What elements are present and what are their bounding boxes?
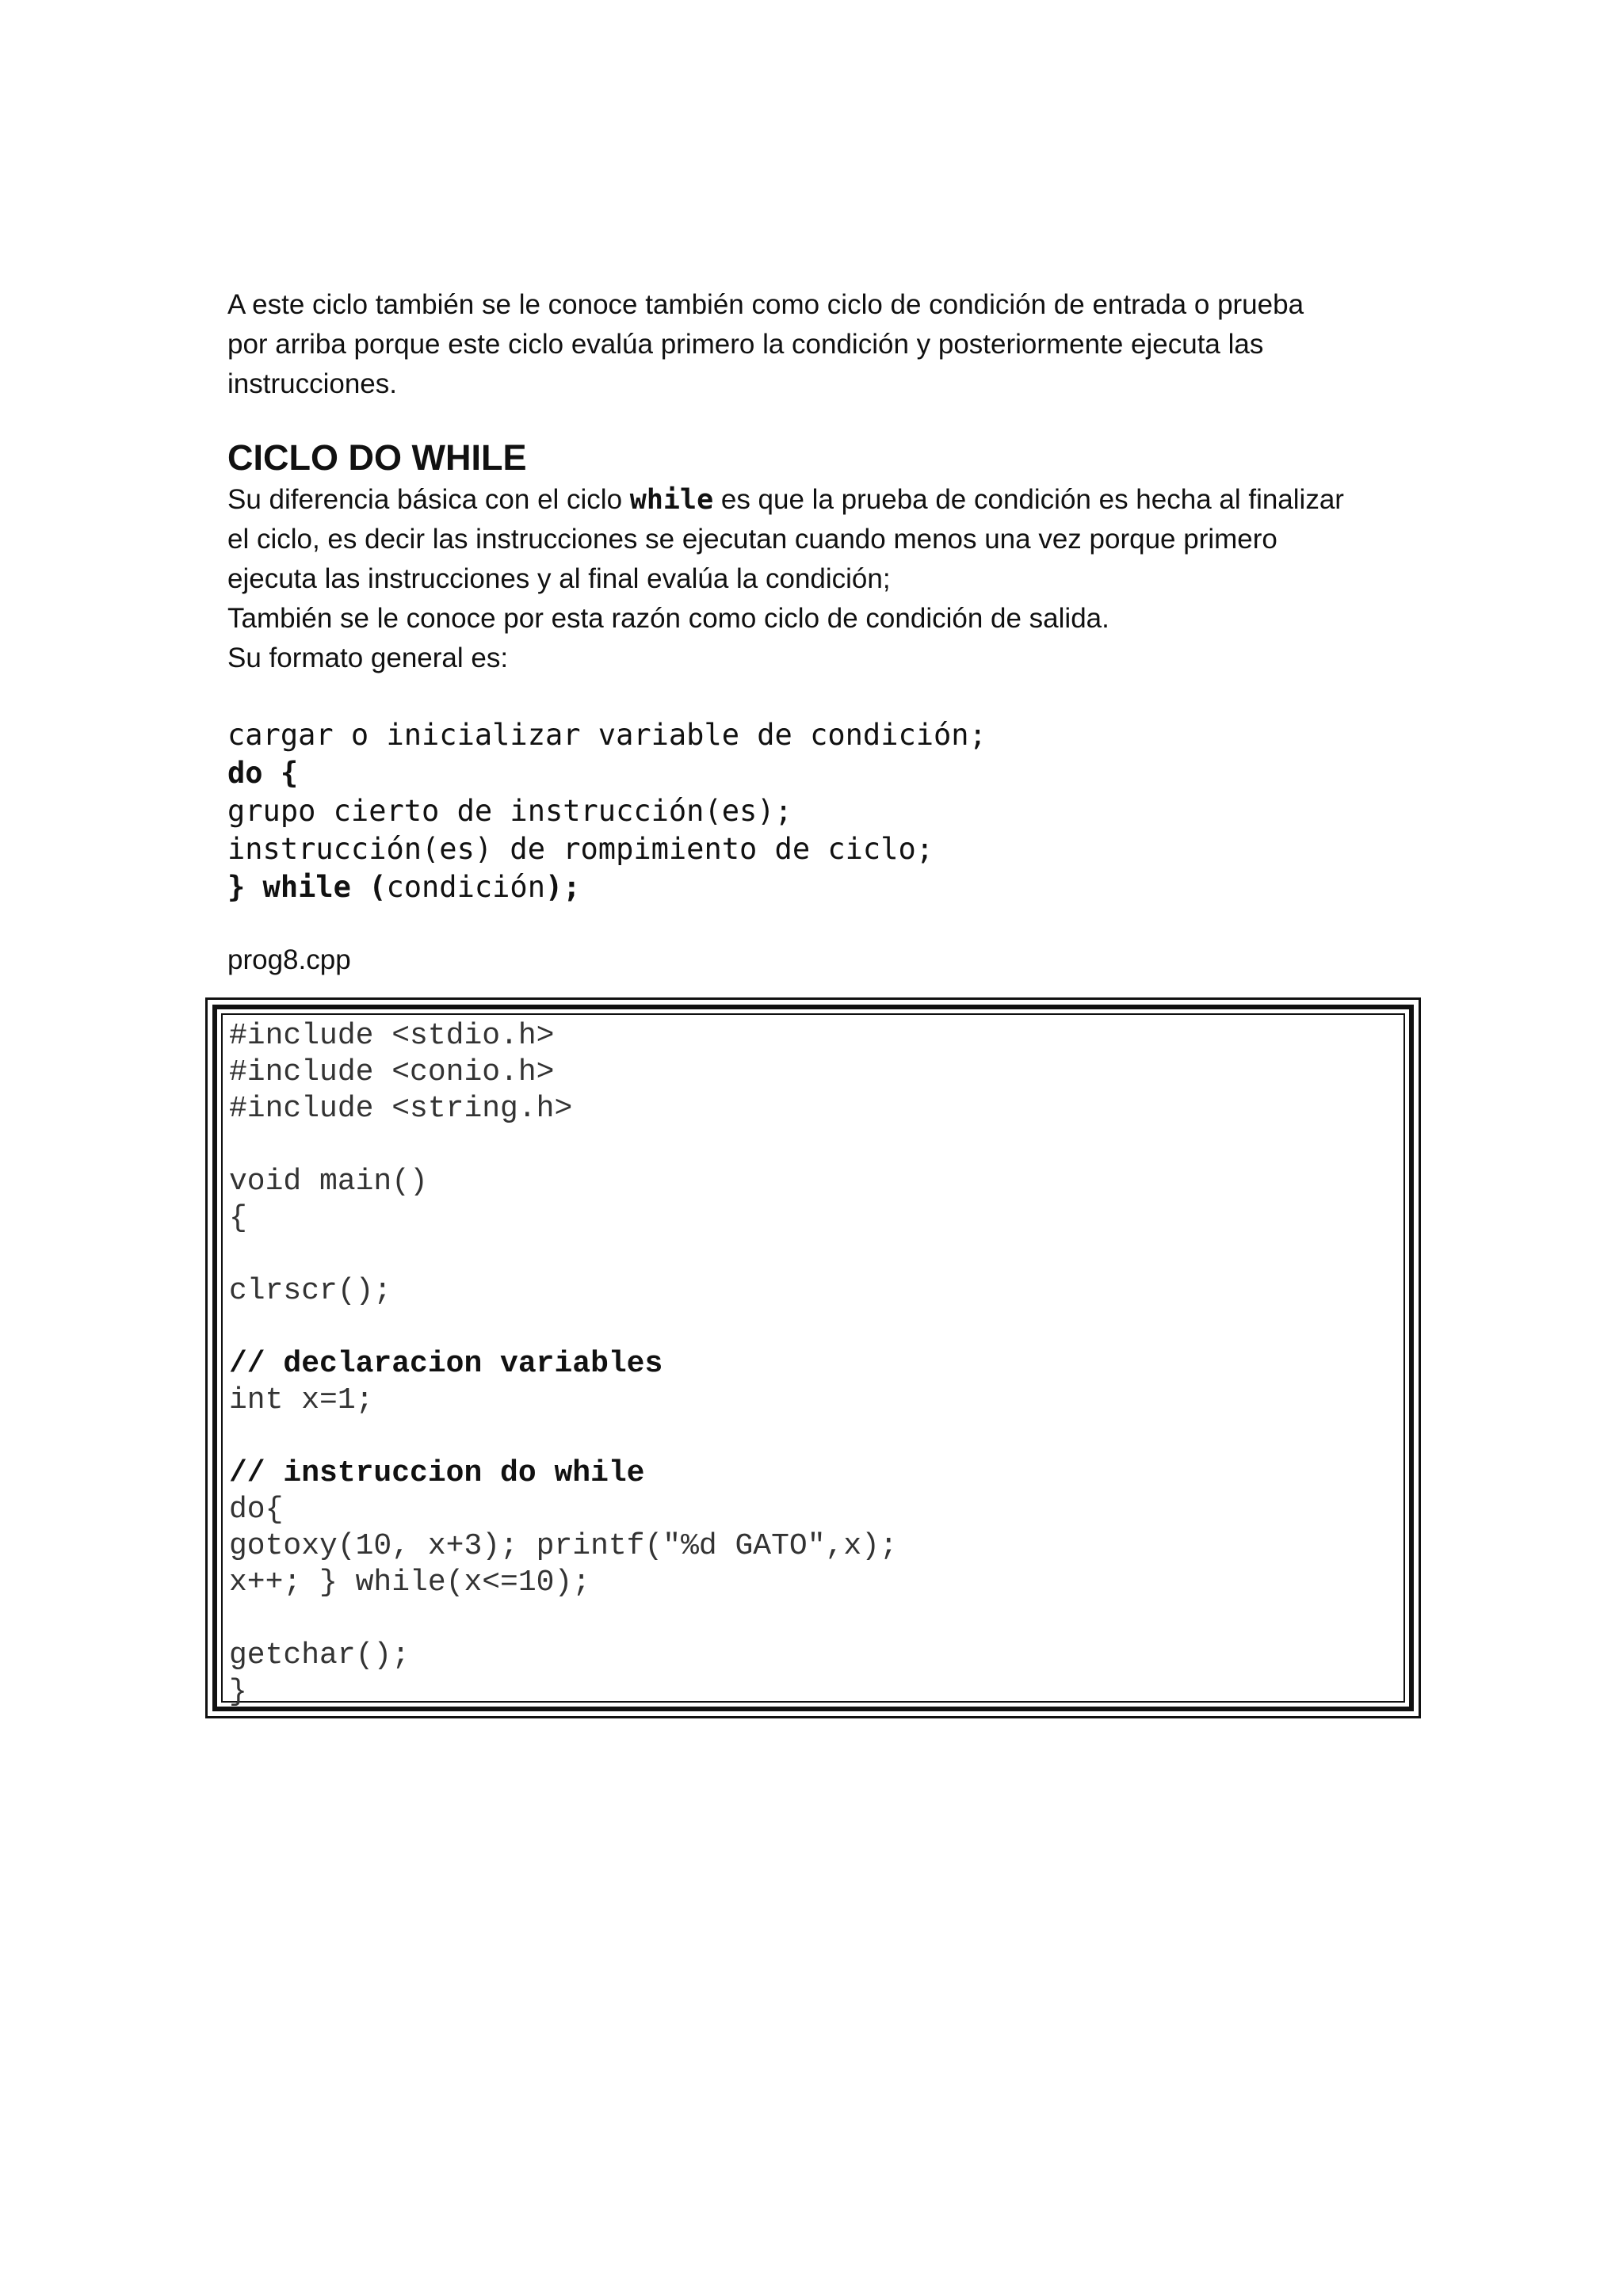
code-line: do{ bbox=[229, 1493, 284, 1527]
syntax-block bbox=[227, 716, 1416, 906]
syntax-line-5 bbox=[227, 868, 1416, 906]
desc-keyword-while: while bbox=[629, 484, 714, 516]
code-line: getchar(); bbox=[229, 1638, 411, 1672]
syntax-while-keyword: } while ( bbox=[227, 870, 387, 904]
desc-line-1-pre: Su diferencia básica con el ciclo bbox=[227, 484, 630, 515]
code-line: clrscr(); bbox=[229, 1274, 392, 1308]
code-line: #include <stdio.h> bbox=[229, 1019, 555, 1053]
code-line: } bbox=[229, 1675, 247, 1709]
code-line bbox=[229, 1127, 1403, 1164]
syntax-line-2: do { bbox=[227, 756, 299, 790]
code-line bbox=[229, 1310, 1403, 1346]
code-listing bbox=[221, 1013, 1405, 1709]
code-line: { bbox=[229, 1201, 247, 1235]
desc-line-3: ejecuta las instrucciones y al final evalúa la condición; bbox=[227, 563, 891, 594]
desc-line-4: También se le conoce por esta razón como ciclo de condición de salida. bbox=[227, 603, 1109, 634]
intro-line-3: instrucciones. bbox=[227, 368, 397, 399]
section-description bbox=[227, 480, 1416, 678]
document-body bbox=[227, 285, 1416, 978]
desc-line-2: el ciclo, es decir las instrucciones se ejecutan cuando menos una vez porque primero bbox=[227, 524, 1277, 555]
desc-line-1-post: es que la prueba de condición es hecha al finalizar bbox=[713, 484, 1344, 515]
code-filename: prog8.cpp bbox=[227, 944, 351, 975]
intro-paragraph bbox=[227, 285, 1416, 404]
code-line: #include <conio.h> bbox=[229, 1055, 555, 1089]
intro-line-1: A este ciclo también se le conoce también como ciclo de condición de entrada o prueba bbox=[227, 289, 1304, 320]
syntax-line-3: grupo cierto de instrucción(es); bbox=[227, 794, 792, 828]
code-line bbox=[229, 1237, 1403, 1273]
code-line: void main() bbox=[229, 1165, 428, 1199]
desc-line-5: Su formato general es: bbox=[227, 643, 509, 673]
code-line: gotoxy(10, x+3); printf("%d GATO",x); bbox=[229, 1529, 898, 1563]
code-listing-frame bbox=[212, 1005, 1414, 1711]
code-line: int x=1; bbox=[229, 1383, 374, 1417]
code-listing-box bbox=[205, 997, 1421, 1718]
code-line bbox=[229, 1601, 1403, 1638]
code-line bbox=[229, 1419, 1403, 1455]
syntax-end: ); bbox=[544, 870, 581, 904]
section-heading: CICLO DO WHILE bbox=[227, 437, 527, 478]
syntax-line-4: instrucción(es) de rompimiento de ciclo; bbox=[227, 832, 934, 866]
code-line: #include <string.h> bbox=[229, 1092, 573, 1126]
syntax-line-1: cargar o inicializar variable de condición; bbox=[227, 718, 987, 752]
syntax-condition: condición bbox=[386, 870, 545, 904]
code-line: // instruccion do while bbox=[229, 1456, 645, 1490]
code-line: // declaracion variables bbox=[229, 1347, 663, 1381]
intro-line-2: por arriba porque este ciclo evalúa primero la condición y posteriormente ejecuta las bbox=[227, 329, 1264, 360]
code-line: x++; } while(x<=10); bbox=[229, 1566, 591, 1600]
